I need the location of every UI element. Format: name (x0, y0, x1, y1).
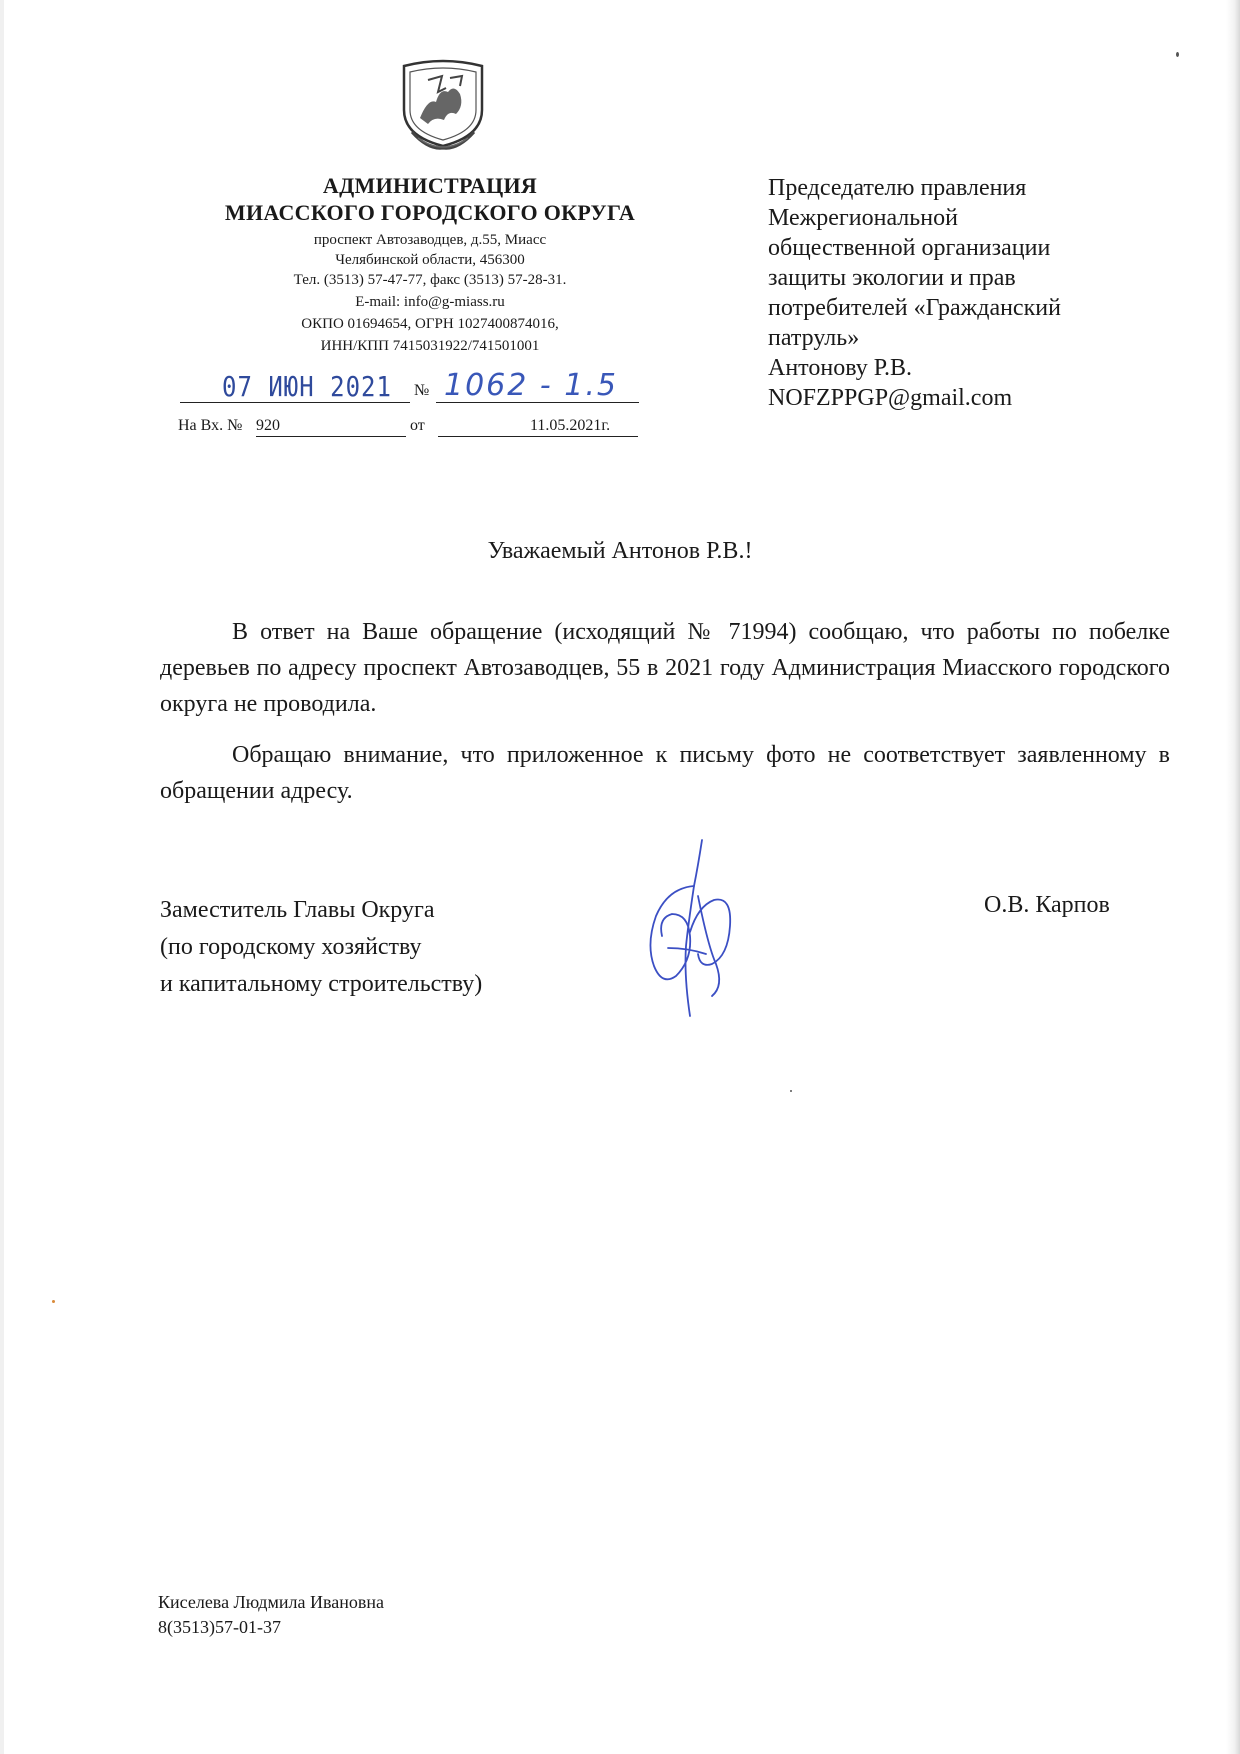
body-paragraph-text: В ответ на Ваше обращение (исходящий № 71994) сообщаю, что работы по побелке деревьев по адресу проспект Автозаводцев, 55 в 2021 году Администрация Миасского городского округа не проводила. (160, 619, 1170, 717)
number-sign: № (414, 382, 430, 399)
executor-contact (158, 1590, 384, 1640)
body-paragraph (160, 614, 1170, 722)
signatory-title (160, 892, 482, 1003)
body-paragraph (160, 737, 1170, 809)
org-address-line: Челябинской области, 456300 (335, 252, 525, 268)
recipient-block (768, 173, 1168, 413)
org-address-line: проспект Автозаводцев, д.55, Миасс (313, 232, 547, 248)
signatory-title-line: Заместитель Главы Округа (160, 897, 435, 923)
coat-of-arms-icon (398, 58, 488, 152)
org-name-line1: АДМИНИСТРАЦИЯ (322, 173, 538, 198)
incoming-label: На Вх. № (178, 417, 243, 434)
scan-speck (1176, 52, 1179, 57)
signatory-title-line: и капитальному строительству) (160, 971, 483, 997)
scan-edge-left (0, 0, 4, 1754)
org-phone-line: Тел. (3513) 57-47-77, факс (3513) 57-28-31. (293, 272, 567, 288)
org-email-line: E-mail: info@g-miass.ru (355, 294, 505, 310)
incoming-date-underline (438, 436, 638, 437)
recipient-line: Председателю правления (768, 175, 1027, 201)
from-label: от (410, 417, 425, 434)
org-okpo-line: ОКПО 01694654, ОГРН 1027400874016, (301, 316, 559, 332)
recipient-line: патруль» (768, 325, 860, 351)
incoming-date: 11.05.2021г. (530, 417, 611, 434)
incoming-number: 920 (256, 417, 280, 434)
scan-speck (790, 1090, 792, 1092)
executor-name: Киселева Людмила Ивановна (158, 1592, 384, 1612)
scan-edge-right (1226, 0, 1240, 1754)
outgoing-number-handwritten: 1062 - 1.5 (444, 368, 618, 403)
registration-date-stamp: 07 ИЮН 2021 (222, 370, 392, 404)
recipient-line: общественной организации (768, 235, 1051, 261)
handwritten-signature-icon (628, 836, 748, 1026)
org-inn-line: ИНН/КПП 7415031922/741501001 (320, 338, 540, 354)
recipient-email: NOFZPPGP@gmail.com (768, 385, 1013, 411)
salutation: Уважаемый Антонов Р.В.! (487, 538, 753, 564)
recipient-name: Антонову Р.В. (768, 355, 913, 381)
body-paragraph-text: Обращаю внимание, что приложенное к письму фото не соответствует заявленному в обращении адресу. (160, 742, 1170, 804)
signatory-title-line: (по городскому хозяйству (160, 934, 422, 960)
org-name-line2: МИАССКОГО ГОРОДСКОГО ОКРУГА (224, 200, 636, 225)
incoming-number-underline (256, 436, 406, 437)
recipient-line: защиты экологии и прав (768, 265, 1016, 291)
signatory-name: О.В. Карпов (984, 892, 1110, 918)
executor-phone: 8(3513)57-01-37 (158, 1617, 281, 1637)
recipient-line: Межрегиональной (768, 205, 958, 231)
scan-speck (52, 1300, 55, 1303)
recipient-line: потребителей «Гражданский (768, 295, 1061, 321)
